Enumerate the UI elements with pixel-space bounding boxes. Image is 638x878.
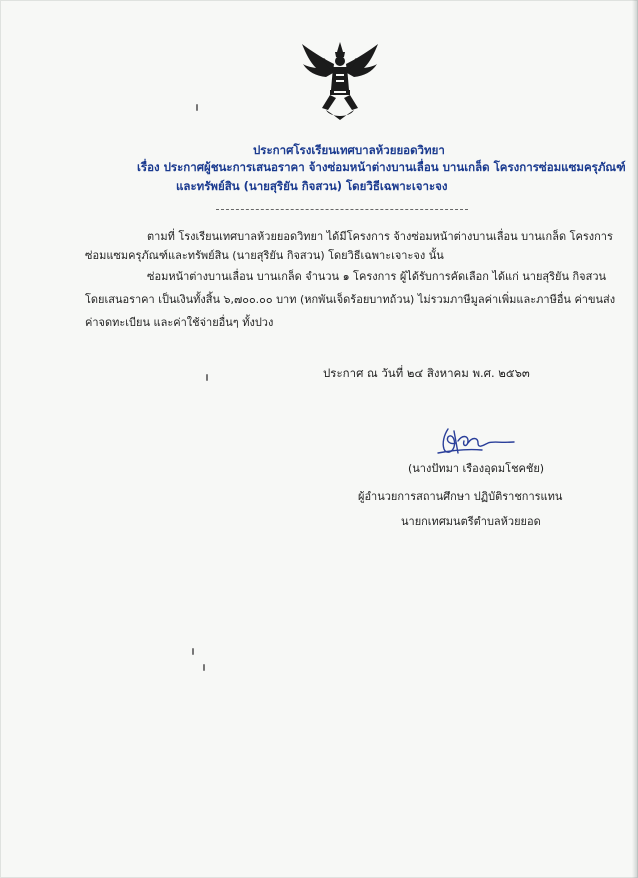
body-line-5: ค่าจดทะเบียน และค่าใช้จ่ายอื่นๆ ทั้งปวง: [85, 316, 274, 329]
signatory-name: (นางปัทมา เรืองอุดมโชคชัย): [408, 462, 545, 475]
subject-line-2: และทรัพย์สิน (นายสุริยัน กิจสวน) โดยวิธีเฉพาะเจาะจง: [176, 179, 448, 193]
scan-mark: [196, 104, 198, 111]
scan-mark: [192, 648, 194, 655]
scan-mark: [206, 374, 208, 381]
announcement-title: ประกาศโรงเรียนเทศบาลห้วยยอดวิทยา: [253, 143, 445, 157]
handwritten-signature-icon: [434, 423, 518, 461]
signatory-position-2: นายกเทศมนตรีตำบลห้วยยอด: [401, 515, 541, 528]
announcement-date: ประกาศ ณ วันที่ ๒๔ สิงหาคม พ.ศ. ๒๕๖๓: [323, 366, 530, 380]
section-divider: [216, 209, 468, 210]
body-line-2: ซ่อมแซมครุภัณฑ์และทรัพย์สิน (นายสุริยัน กิจสวน) โดยวิธีเฉพาะเจาะจง นั้น: [85, 249, 444, 262]
scan-mark: [203, 664, 205, 671]
body-line-1: ตามที่ โรงเรียนเทศบาลห้วยยอดวิทยา ได้มีโครงการ จ้างซ่อมหน้าต่างบานเลื่อน บานเกล็ด โครงการ: [147, 230, 613, 243]
signatory-position-1: ผู้อำนวยการสถานศึกษา ปฏิบัติราชการแทน: [358, 490, 563, 503]
page-edge-shadow: [632, 0, 638, 878]
body-line-4: โดยเสนอราคา เป็นเงินทั้งสิ้น ๖,๗๐๐.๐๐ บาท (หกพันเจ็ดร้อยบาทถ้วน) ไม่รวมภาษีมูลค่าเพิ่มและภาษีอื่น ค่าขนส่ง: [85, 293, 616, 306]
body-line-3: ซ่อมหน้าต่างบานเลื่อน บานเกล็ด จำนวน ๑ โครงการ ผู้ได้รับการคัดเลือก ได้แก่ นายสุริยัน กิจสวน: [147, 270, 607, 283]
garuda-emblem-icon: [300, 40, 380, 124]
subject-line-1: เรื่อง ประกาศผู้ชนะการเสนอราคา จ้างซ่อมหน้าต่างบานเลื่อน บานเกล็ด โครงการซ่อมแซมครุภัณฑ์: [137, 160, 626, 174]
